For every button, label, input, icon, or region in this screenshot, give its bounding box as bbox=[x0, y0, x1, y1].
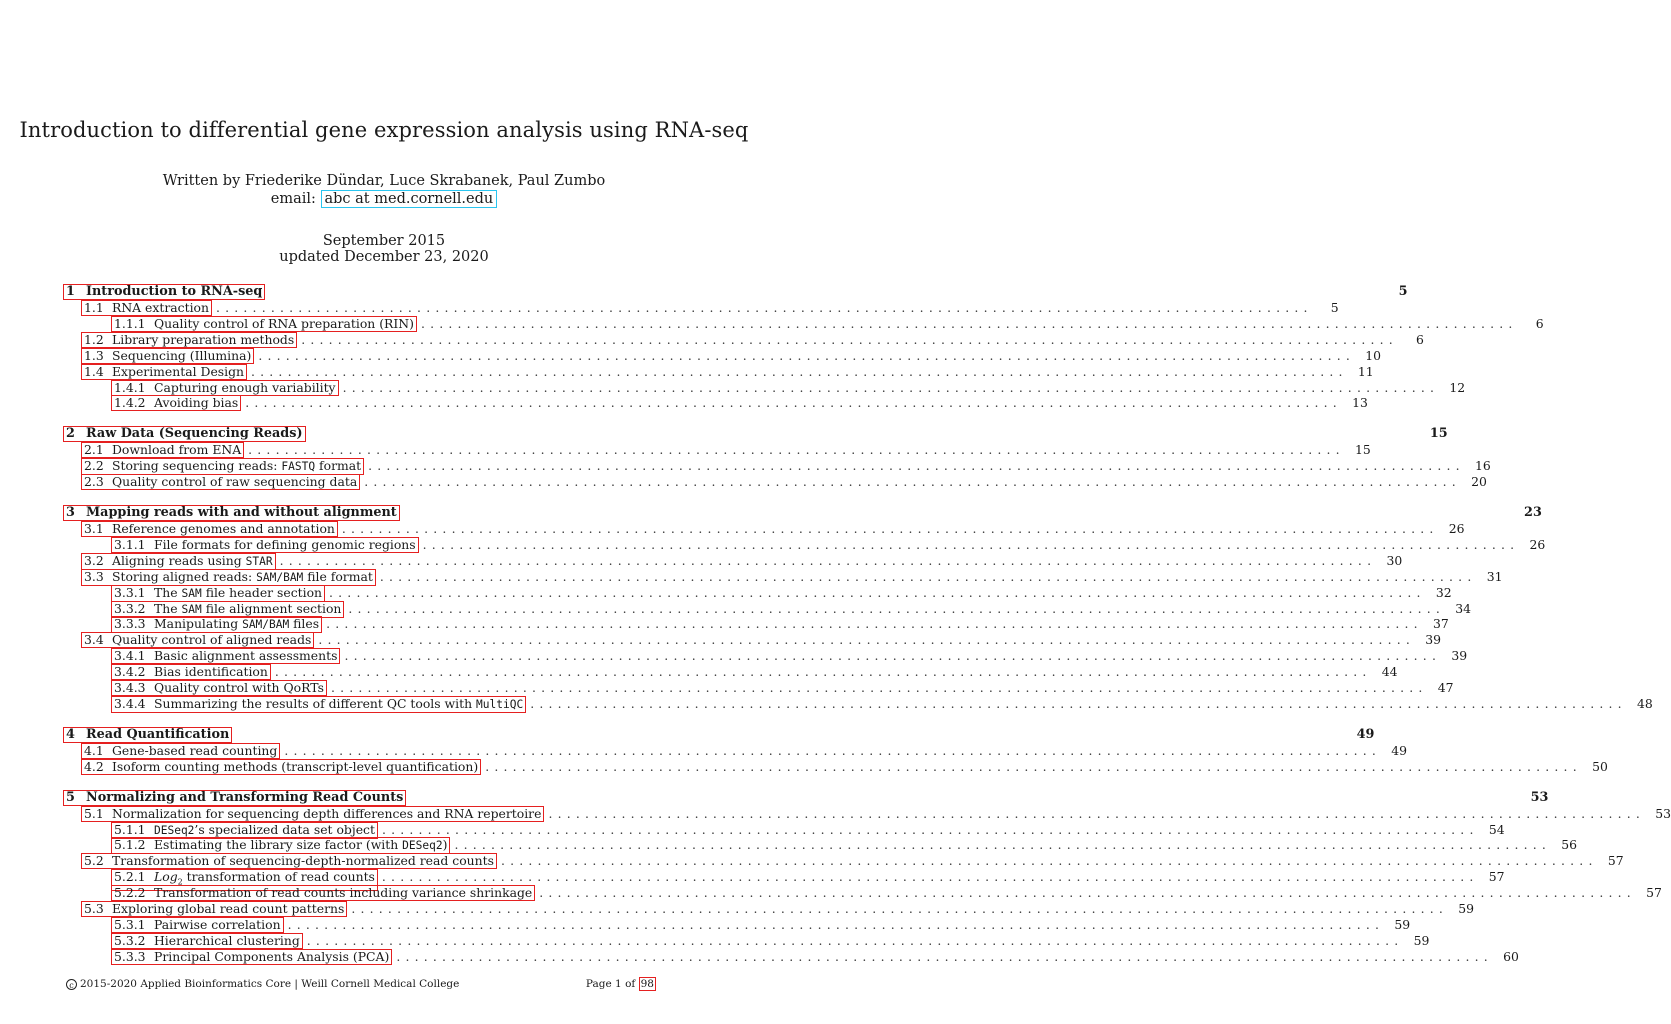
toc-entry-number: 2.2 bbox=[84, 458, 104, 474]
toc-page-number: 49 bbox=[1356, 726, 1375, 742]
toc-page-number: 5 bbox=[1398, 284, 1408, 299]
toc-leader-dots: ........................................................................................................................ bbox=[342, 379, 1440, 395]
toc-entry bbox=[66, 632, 1441, 648]
toc-entry-title bbox=[86, 790, 403, 805]
toc-entry-link[interactable] bbox=[63, 727, 232, 743]
toc-title-part: Quality control of aligned reads bbox=[112, 632, 312, 648]
toc-page-number: 31 bbox=[1486, 568, 1503, 584]
toc-entry-title bbox=[112, 474, 357, 489]
toc-entry bbox=[66, 932, 1430, 949]
toc-title-part: Basic alignment assessments bbox=[154, 648, 338, 664]
toc-entry-title bbox=[112, 632, 311, 647]
toc-title-part: file alignment section bbox=[201, 600, 342, 616]
toc-leader-dots: ........................................................................................................................ bbox=[306, 932, 1404, 948]
toc-entry bbox=[66, 680, 1454, 696]
toc-page-number: 20 bbox=[1471, 474, 1487, 490]
toc-entry-link[interactable] bbox=[81, 743, 280, 759]
toc-entry bbox=[66, 664, 1398, 680]
toc-title-part: Library preparation methods bbox=[112, 331, 295, 347]
toc-page-number: 26 bbox=[1529, 536, 1546, 552]
toc-entry bbox=[66, 568, 1503, 585]
toc-entry bbox=[66, 837, 1578, 853]
toc-entry-link[interactable] bbox=[63, 426, 306, 442]
toc-entry-title bbox=[112, 442, 241, 457]
toc-title-part: SAM bbox=[181, 602, 202, 616]
toc-entry-title bbox=[154, 664, 268, 679]
toc-title-part: Aligning reads using bbox=[112, 552, 246, 568]
toc-title-part: Manipulating bbox=[154, 616, 243, 632]
toc-leader-dots: ........................................................................................................................ bbox=[274, 664, 1372, 680]
toc-title-part: Storing sequencing reads: bbox=[112, 458, 282, 474]
toc-entry-link[interactable] bbox=[81, 632, 314, 648]
toc-leader-dots: ........................................................................................................................ bbox=[301, 331, 1398, 347]
toc-entry-number: 3.2 bbox=[84, 552, 104, 568]
copyright-icon: c bbox=[66, 979, 77, 990]
toc-page-number: 39 bbox=[1425, 632, 1441, 648]
toc-title-part: Raw Data (Sequencing Reads) bbox=[86, 426, 303, 442]
toc-page-number: 16 bbox=[1474, 458, 1491, 474]
toc-page-number: 47 bbox=[1437, 680, 1454, 695]
toc-entry-number: 5.2.2 bbox=[114, 885, 146, 901]
toc-page-number: 54 bbox=[1488, 821, 1505, 837]
toc-entry-link[interactable] bbox=[111, 380, 339, 396]
toc-title-part: Read Quantification bbox=[86, 726, 230, 742]
toc-entry-number: 1.4.1 bbox=[114, 379, 146, 395]
toc-entry-number: 4.1 bbox=[84, 742, 104, 758]
toc-leader-dots: ........................................................................................................................ bbox=[216, 300, 1313, 315]
document-title: Introduction to differential gene expression analysis using RNA-seq bbox=[19, 118, 749, 142]
toc-leader-dots: ........................................................................................................................ bbox=[485, 758, 1582, 774]
toc-entry-number: 3.4.1 bbox=[114, 648, 146, 664]
toc-entry-title bbox=[112, 553, 273, 568]
email-line bbox=[0, 191, 768, 207]
toc-entry-number: 5.3.2 bbox=[114, 932, 146, 948]
toc-entry-link[interactable] bbox=[81, 300, 212, 316]
toc-entry-title bbox=[154, 601, 341, 616]
toc-entry bbox=[66, 395, 1368, 411]
toc-page-number: 57 bbox=[1488, 869, 1505, 885]
toc-entry bbox=[66, 901, 1475, 917]
toc-page-number: 26 bbox=[1448, 521, 1465, 536]
toc-entry-link[interactable] bbox=[81, 348, 254, 364]
toc-entry-link[interactable] bbox=[111, 537, 419, 553]
toc-page-number: 12 bbox=[1449, 379, 1466, 395]
toc-entry bbox=[66, 442, 1371, 458]
toc-entry-title bbox=[154, 917, 281, 932]
toc-title-part: Hierarchical clustering bbox=[154, 932, 300, 948]
toc-entry bbox=[66, 821, 1505, 838]
toc-entry-number: 5 bbox=[66, 789, 75, 805]
toc-entry bbox=[66, 474, 1487, 490]
toc-entry-link[interactable] bbox=[81, 569, 376, 586]
toc-entry-link[interactable] bbox=[111, 664, 271, 680]
toc-title-part: STAR bbox=[245, 554, 273, 568]
toc-title-part: ’s specialized data set object bbox=[194, 821, 375, 837]
toc-title-part: RNA extraction bbox=[112, 300, 209, 315]
toc-leader-dots: ........................................................................................................................ bbox=[326, 616, 1423, 632]
toc-entry-title bbox=[112, 901, 344, 916]
toc-entry-title bbox=[154, 395, 238, 410]
toc-page-number: 48 bbox=[1637, 695, 1653, 711]
toc-entry-number: 5.3.1 bbox=[114, 916, 146, 932]
toc-title-part: FASTQ bbox=[281, 460, 316, 474]
toc-page-number: 10 bbox=[1365, 347, 1381, 363]
toc-entry-link[interactable] bbox=[81, 474, 360, 490]
footer-copyright-text: 2015-2020 Applied Bioinformatics Core | Weill Cornell Medical College bbox=[80, 978, 460, 990]
toc-entry-link[interactable] bbox=[81, 521, 338, 537]
toc-leader-dots: ........................................................................................................................ bbox=[251, 363, 1348, 379]
toc-entry-title bbox=[154, 837, 447, 852]
toc-entry-link[interactable] bbox=[111, 601, 344, 618]
toc-entry bbox=[66, 521, 1465, 537]
toc-entry bbox=[66, 805, 1671, 822]
toc-leader-dots: ........................................................................................................................ bbox=[284, 742, 1381, 758]
toc-page-number: 34 bbox=[1455, 600, 1472, 616]
toc-entry bbox=[66, 916, 1411, 933]
toc-leader-dots: ........................................................................................................................ bbox=[258, 347, 1355, 363]
toc-entry-link[interactable] bbox=[111, 616, 322, 633]
toc-title-part: file format bbox=[303, 568, 373, 584]
toc-title-part: DESeq2 bbox=[154, 823, 195, 837]
toc-entry-link[interactable] bbox=[111, 822, 378, 839]
toc-entry bbox=[66, 331, 1424, 348]
toc-entry-number: 5.3.3 bbox=[114, 948, 146, 964]
toc-entry-title bbox=[154, 680, 324, 695]
toc-entry bbox=[66, 505, 1542, 521]
toc-entry-link[interactable] bbox=[81, 901, 347, 917]
toc-page-number: 59 bbox=[1413, 932, 1430, 948]
toc-page-number: 13 bbox=[1352, 395, 1368, 411]
toc-entry-link[interactable] bbox=[111, 680, 327, 696]
toc-entry-title bbox=[154, 537, 416, 552]
toc-title-part: DESeq2 bbox=[402, 839, 443, 853]
toc-entry-title bbox=[112, 458, 361, 473]
toc-entry-title bbox=[86, 426, 303, 441]
toc-entry-number: 5.1.1 bbox=[114, 821, 146, 837]
toc-entry-title bbox=[154, 648, 337, 663]
toc-title-part: 2 bbox=[177, 877, 183, 887]
toc-entry-number: 3.4.4 bbox=[114, 695, 146, 711]
toc-entry-title bbox=[112, 332, 294, 347]
toc-page-number: 57 bbox=[1607, 853, 1624, 869]
toc-title-part: SAM/BAM bbox=[242, 618, 290, 632]
toc-entry bbox=[66, 695, 1653, 712]
toc-page-number: 57 bbox=[1646, 885, 1662, 901]
toc-leader-dots: ........................................................................................................................ bbox=[379, 568, 1477, 584]
toc-page-number: 23 bbox=[1524, 505, 1542, 520]
toc-entry-link[interactable] bbox=[63, 790, 406, 806]
toc-entry-number: 3 bbox=[66, 505, 75, 520]
toc-entry bbox=[66, 300, 1339, 316]
toc-entry bbox=[66, 600, 1472, 617]
toc-leader-dots: ........................................................................................................................ bbox=[344, 648, 1442, 664]
toc-entry-number: 3.3 bbox=[84, 568, 104, 584]
toc-leader-dots: ........................................................................................................................ bbox=[318, 632, 1415, 648]
toc-entry-number: 2.3 bbox=[84, 474, 104, 490]
toc-entry-title bbox=[112, 853, 494, 868]
toc-entry-link[interactable] bbox=[111, 395, 241, 411]
authors-line: Written by Friederike Dündar, Luce Skrabanek, Paul Zumbo bbox=[162, 173, 606, 189]
total-pages-link[interactable]: 98 bbox=[640, 978, 654, 990]
toc-title-part: MultiQC bbox=[476, 697, 524, 711]
toc-entry-title bbox=[154, 933, 300, 948]
toc-entry bbox=[66, 742, 1407, 759]
toc-leader-dots: ........................................................................................................................ bbox=[248, 442, 1345, 458]
footer-copyright bbox=[66, 978, 459, 990]
toc-title-part: Principal Components Analysis (PCA) bbox=[154, 948, 390, 964]
toc-entry-number: 4 bbox=[66, 726, 75, 742]
toc-entry-title bbox=[154, 869, 375, 887]
toc-entry-title bbox=[86, 727, 229, 742]
toc-entry bbox=[66, 948, 1519, 965]
toc-entry bbox=[66, 284, 1408, 300]
toc-title-part: Gene-based read counting bbox=[112, 742, 278, 758]
toc-entry-title bbox=[154, 885, 532, 900]
toc-entry-link[interactable] bbox=[63, 284, 265, 300]
toc-entry-number: 3.3.3 bbox=[114, 616, 146, 632]
toc-entry bbox=[66, 869, 1505, 887]
toc-page-number: 53 bbox=[1530, 789, 1549, 805]
toc-entry-number: 5.1.2 bbox=[114, 837, 146, 853]
footer-page-count bbox=[586, 978, 656, 990]
toc-entry-title bbox=[112, 759, 478, 774]
toc-entry-title bbox=[154, 380, 336, 395]
toc-leader-dots: ........................................................................................................................ bbox=[500, 853, 1598, 869]
toc-page-number: 11 bbox=[1357, 363, 1374, 379]
toc-page-number: 15 bbox=[1429, 426, 1448, 442]
page-label: Page 1 of bbox=[585, 978, 636, 990]
toc-title-part: Log bbox=[154, 869, 178, 885]
toc-title-part: Normalizing and Transforming Read Counts bbox=[86, 789, 404, 805]
toc-entry-number: 5.3 bbox=[84, 901, 104, 916]
toc-entry-title bbox=[112, 364, 244, 379]
toc-page-number: 59 bbox=[1394, 916, 1411, 932]
toc-entry bbox=[66, 426, 1448, 442]
toc-title-part: Exploring global read count patterns bbox=[112, 901, 345, 916]
toc-entry-title bbox=[154, 949, 389, 964]
toc-entry-number: 3.3.2 bbox=[114, 600, 146, 616]
toc-page-number: 56 bbox=[1561, 837, 1578, 853]
toc-page-number: 53 bbox=[1655, 805, 1671, 821]
toc-entry-title bbox=[154, 316, 414, 331]
toc-leader-dots: ........................................................................................................................ bbox=[341, 521, 1439, 536]
toc-title-part: The bbox=[154, 600, 182, 616]
toc-entry-number: 2 bbox=[66, 426, 75, 442]
toc-entry-number: 1.4.2 bbox=[114, 395, 146, 411]
toc-page-number: 39 bbox=[1451, 648, 1468, 664]
toc-entry-link[interactable] bbox=[81, 442, 244, 458]
toc-entry-link[interactable] bbox=[111, 585, 325, 602]
toc-entry bbox=[66, 853, 1624, 869]
toc-entry-number: 5.2 bbox=[84, 853, 104, 869]
toc-entry-link[interactable] bbox=[81, 806, 544, 822]
toc-page-number: 37 bbox=[1432, 616, 1449, 632]
toc-leader-dots: ........................................................................................................................ bbox=[279, 552, 1377, 568]
toc-entry bbox=[66, 584, 1452, 601]
toc-leader-dots: ........................................................................................................................ bbox=[351, 901, 1449, 916]
toc-entry bbox=[66, 552, 1403, 569]
toc-entry-link[interactable] bbox=[81, 759, 481, 775]
toc-leader-dots: ........................................................................................................................ bbox=[330, 680, 1428, 695]
toc-entry bbox=[66, 536, 1546, 553]
toc-entry bbox=[66, 648, 1468, 664]
updated-line: updated December 23, 2020 bbox=[279, 249, 489, 265]
toc-entry-number: 5.2.1 bbox=[114, 869, 146, 885]
toc-page-number: 49 bbox=[1391, 742, 1407, 758]
toc-entry-link[interactable] bbox=[111, 949, 392, 965]
toc-title-part: The bbox=[154, 584, 182, 600]
toc-entry-number: 3.1.1 bbox=[114, 536, 146, 552]
toc-title-part: Introduction to RNA-seq bbox=[86, 284, 263, 299]
email-link[interactable]: abc at med.cornell.edu bbox=[321, 190, 498, 208]
toc-entry-title bbox=[86, 284, 262, 299]
toc-entry-number: 1 bbox=[66, 284, 75, 299]
toc-entry-link[interactable] bbox=[111, 837, 450, 854]
toc-entry bbox=[66, 885, 1662, 901]
toc-entry-title bbox=[112, 806, 541, 821]
toc-entry-number: 3.4 bbox=[84, 632, 104, 648]
toc-entry bbox=[66, 315, 1544, 332]
toc-title-part: File formats for defining genomic regions bbox=[154, 536, 416, 552]
toc-leader-dots: ........................................................................................................................ bbox=[454, 837, 1552, 853]
toc-page-number: 50 bbox=[1592, 758, 1608, 774]
toc-entry-link[interactable] bbox=[111, 917, 284, 933]
toc-leader-dots: ........................................................................................................................ bbox=[396, 948, 1493, 964]
toc-title-part: Isoform counting methods (transcript-level quantification) bbox=[112, 758, 479, 774]
toc-title-part: Storing aligned reads: bbox=[112, 568, 257, 584]
toc-title-part: ) bbox=[442, 837, 448, 853]
toc-entry-link[interactable] bbox=[111, 648, 340, 664]
toc-leader-dots: ........................................................................................................................ bbox=[548, 805, 1646, 821]
toc-entry-title bbox=[112, 348, 251, 363]
toc-title-part: Estimating the library size factor (with bbox=[154, 837, 403, 853]
toc-title-part: Avoiding bias bbox=[154, 395, 239, 411]
toc-title-part: SAM bbox=[181, 586, 202, 600]
toc-title-part: transformation of read counts bbox=[182, 869, 375, 885]
toc-entry-number: 1.3 bbox=[84, 347, 104, 363]
toc-page-number: 5 bbox=[1330, 300, 1339, 315]
toc-title-part: Transformation of read counts including variance shrinkage bbox=[154, 885, 533, 901]
toc-entry bbox=[66, 758, 1608, 775]
toc-title-part: Summarizing the results of different QC tools with bbox=[154, 695, 477, 711]
toc-page-number: 59 bbox=[1458, 901, 1475, 916]
toc-title-part: Quality control of RNA preparation (RIN) bbox=[154, 315, 414, 331]
toc-entry-number: 1.1.1 bbox=[114, 315, 146, 331]
toc-entry-title bbox=[86, 505, 397, 520]
toc-entry-number: 4.2 bbox=[84, 758, 104, 774]
toc-entry-link[interactable] bbox=[81, 458, 364, 475]
email-label: email: bbox=[270, 191, 316, 207]
toc-title-part: SAM/BAM bbox=[256, 570, 304, 584]
toc-entry-link[interactable] bbox=[111, 696, 526, 713]
toc-title-part: Reference genomes and annotation bbox=[112, 521, 335, 536]
toc-leader-dots: ........................................................................................................................ bbox=[530, 695, 1627, 711]
toc-title-part: Normalization for sequencing depth differences and RNA repertoire bbox=[112, 805, 542, 821]
toc-entry-number: 3.1 bbox=[84, 521, 104, 536]
toc-title-part: Download from ENA bbox=[112, 442, 242, 458]
toc-leader-dots: ........................................................................................................................ bbox=[381, 821, 1479, 837]
toc-entry-title bbox=[154, 616, 319, 631]
toc-leader-dots: ........................................................................................................................ bbox=[539, 885, 1636, 901]
toc-entry bbox=[66, 616, 1449, 632]
toc-entry-link[interactable] bbox=[111, 316, 417, 332]
toc-leader-dots: ........................................................................................................................ bbox=[422, 536, 1520, 552]
toc-leader-dots: ........................................................................................................................ bbox=[329, 584, 1426, 600]
toc-entry-link[interactable] bbox=[81, 553, 276, 570]
toc-entry-link[interactable] bbox=[63, 505, 400, 521]
toc-entry bbox=[66, 726, 1375, 743]
toc-entry bbox=[66, 789, 1549, 806]
toc-title-part: files bbox=[289, 616, 320, 632]
toc-title-part: Transformation of sequencing-depth-normalized read counts bbox=[112, 853, 494, 869]
date-line: September 2015 bbox=[322, 233, 446, 249]
toc-entry bbox=[66, 347, 1381, 364]
toc-page-number: 6 bbox=[1535, 315, 1544, 331]
toc-entry-number: 2.1 bbox=[84, 442, 104, 458]
toc-entry-title bbox=[112, 569, 373, 584]
toc-title-part: Sequencing (Illumina) bbox=[112, 347, 252, 363]
toc-title-part: format bbox=[315, 458, 362, 474]
toc-title-part: Pairwise correlation bbox=[154, 916, 281, 932]
toc-title-part: file header section bbox=[201, 584, 323, 600]
toc-entry-title bbox=[154, 822, 375, 837]
toc-leader-dots: ........................................................................................................................ bbox=[348, 600, 1446, 616]
toc-leader-dots: ........................................................................................................................ bbox=[245, 395, 1342, 411]
toc-leader-dots: ........................................................................................................................ bbox=[420, 315, 1518, 331]
toc-page-number: 60 bbox=[1503, 948, 1519, 964]
toc-page-number: 44 bbox=[1381, 664, 1398, 680]
toc-page-number: 30 bbox=[1386, 552, 1403, 568]
toc-entry-title bbox=[154, 585, 322, 600]
toc-entry-title bbox=[112, 743, 277, 758]
toc-leader-dots: ........................................................................................................................ bbox=[368, 458, 1465, 474]
toc-title-part: Capturing enough variability bbox=[154, 379, 336, 395]
toc-page-number: 15 bbox=[1355, 442, 1371, 458]
toc-entry-title bbox=[154, 696, 523, 711]
toc-entry-number: 3.4.2 bbox=[114, 664, 146, 680]
toc-page-number: 32 bbox=[1435, 584, 1452, 600]
toc-entry-number: 5.1 bbox=[84, 805, 104, 821]
toc-entry-link[interactable] bbox=[81, 332, 297, 348]
toc-entry-number: 3.3.1 bbox=[114, 584, 146, 600]
toc-title-part: Quality control of raw sequencing data bbox=[112, 474, 358, 490]
toc-entry bbox=[66, 458, 1491, 474]
toc-entry-number: 1.4 bbox=[84, 363, 104, 379]
toc-title-part: Bias identification bbox=[154, 664, 268, 680]
toc-leader-dots: ........................................................................................................................ bbox=[287, 916, 1385, 932]
toc-entry-title bbox=[112, 521, 335, 536]
toc-entry-number: 1.1 bbox=[84, 300, 104, 315]
toc-entry bbox=[66, 379, 1466, 396]
toc-page-number: 6 bbox=[1415, 331, 1424, 347]
toc-entry-number: 3.4.3 bbox=[114, 680, 146, 695]
page-footer bbox=[66, 978, 656, 990]
toc-entry-link[interactable] bbox=[81, 853, 497, 869]
toc-entry-link[interactable] bbox=[81, 364, 247, 380]
toc-leader-dots: ........................................................................................................................ bbox=[364, 474, 1461, 490]
toc-entry-link[interactable] bbox=[111, 933, 303, 949]
toc-entry bbox=[66, 363, 1374, 380]
toc-entry-title bbox=[112, 300, 209, 315]
toc-title-part: Experimental Design bbox=[112, 363, 245, 379]
toc-entry-number: 1.2 bbox=[84, 331, 104, 347]
toc-title-part: Quality control with QoRTs bbox=[154, 680, 324, 695]
toc-entry-link[interactable] bbox=[111, 885, 535, 901]
toc-leader-dots: ........................................................................................................................ bbox=[381, 869, 1479, 885]
toc-title-part: Mapping reads with and without alignment bbox=[86, 505, 397, 520]
